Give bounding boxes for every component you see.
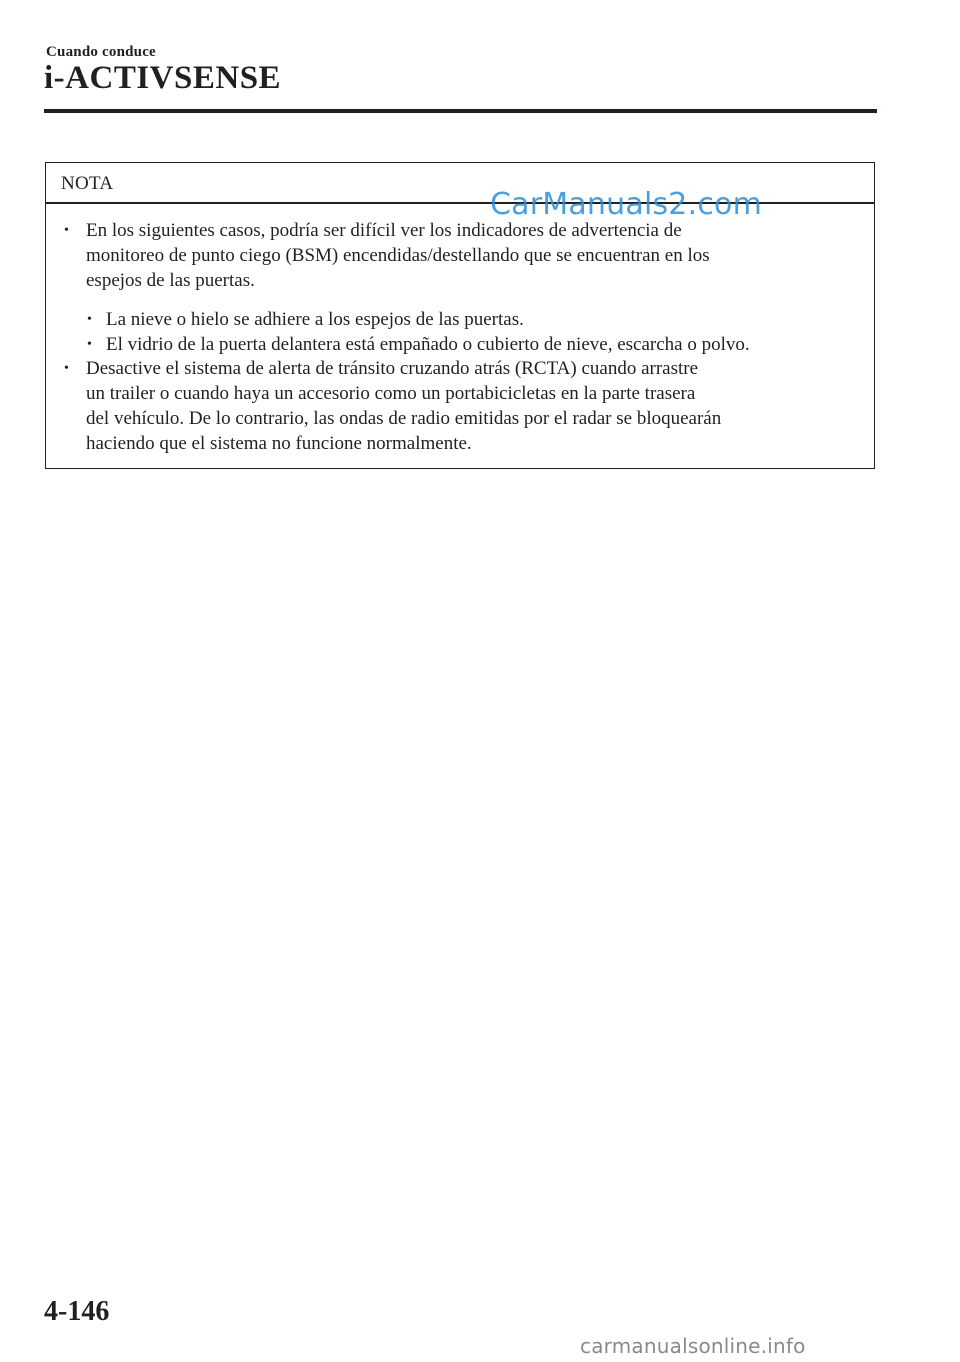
note-bullet-1-line-1: En los siguientes casos, podría ser difícil ver los indicadores de advertencia de [86,220,682,241]
watermark-logo[interactable]: CarManuals2.com [490,187,763,222]
page-title: i-ACTIVSENSE [44,60,282,96]
note-subbullet-2 [87,332,750,357]
note-bullet-2-line-4: haciendo que el sistema no funcione normalmente. [86,433,472,454]
note-bullet-1 [64,218,710,293]
note-bullet-2 [64,356,721,456]
bullet-symbol: • [64,223,69,238]
bullet-symbol: • [87,312,92,327]
footer-watermark[interactable]: carmanualsonline.info [580,1334,806,1358]
note-bullet-2-line-2: un trailer o cuando haya un accesorio como un portabicicletas en la parte trasera [86,383,696,404]
note-subbullet-1 [87,307,524,332]
page-number: 4-146 [44,1296,110,1327]
bullet-symbol: • [87,337,92,352]
note-subbullet-1-text: La nieve o hielo se adhiere a los espejos de las puertas. [106,309,524,330]
note-bullet-1-line-3: espejos de las puertas. [86,270,255,291]
note-label: NOTA [61,173,114,194]
header-rule [44,109,877,113]
note-bullet-2-line-3: del vehículo. De lo contrario, las ondas de radio emitidas por el radar se bloquearán [86,408,722,429]
note-subbullet-2-text: El vidrio de la puerta delantera está empañado o cubierto de nieve, escarcha o polvo. [106,334,750,355]
note-bullet-2-line-1: Desactive el sistema de alerta de tránsito cruzando atrás (RCTA) cuando arrastre [86,358,699,379]
note-bullet-1-line-2: monitoreo de punto ciego (BSM) encendidas/destellando que se encuentran en los [86,245,710,266]
bullet-symbol: • [64,361,69,376]
section-label: Cuando conduce [46,44,156,60]
